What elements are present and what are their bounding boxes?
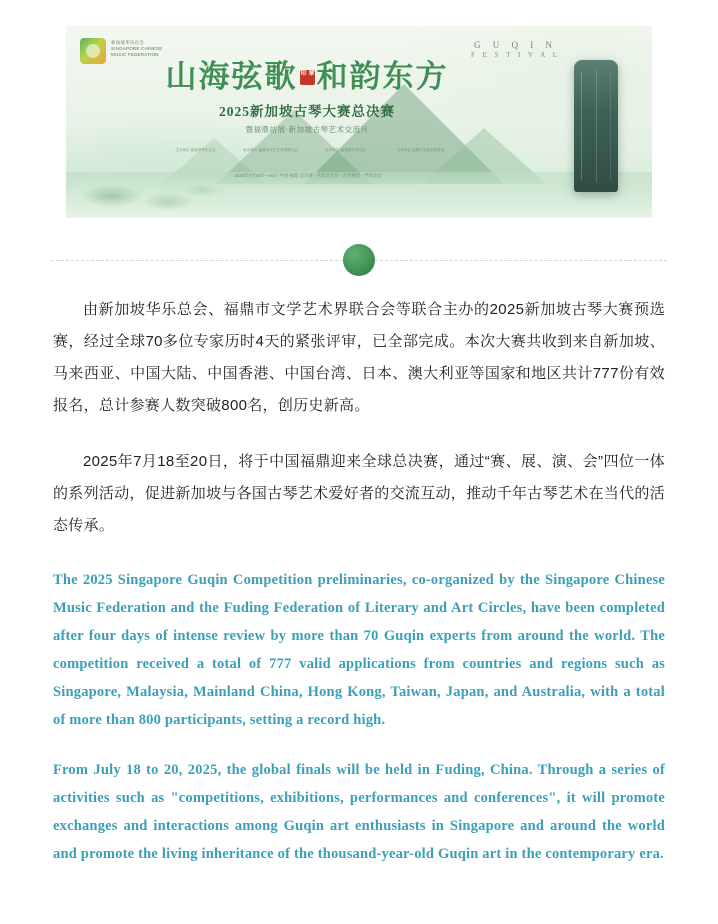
- organizer-item: 协办单位 新加坡古琴学会: [325, 148, 366, 152]
- banner-title-block: [142, 60, 472, 135]
- banner-headline-right: 和韵东方: [316, 59, 449, 94]
- paragraph-en-2: From July 18 to 20, 2025, the global finals will be held in Fuding, China. Through a series of activities such as "competitions, exhibitions, performances and conferences", it will promote exchanges and interactions among Guqin art enthusiasts in Singapore and around the world and promote the living inheritance of the thousand-year-old Guqin art in the contemporary era.: [53, 762, 665, 862]
- organizer-item: 主办单位 新加坡华乐总会: [175, 148, 216, 152]
- lotus-leaf-decoration: [82, 160, 222, 212]
- logo-mark-icon: [80, 38, 106, 64]
- section-divider: [51, 244, 667, 276]
- divider-dot-ornament: [343, 244, 375, 276]
- article-page: [0, 26, 718, 924]
- banner-headline-left: 山海弦歌: [165, 59, 298, 94]
- logo-caption: 新加坡华乐总会 SINGAPORE CHINESE MUSIC FEDERATION: [111, 40, 163, 57]
- banner-headline: [142, 60, 472, 94]
- paragraph-cn-1: 由新加坡华乐总会、福鼎市文学艺术界联合会等联合主办的2025新加坡古琴大赛预选赛，经过全球70多位专家历时4天的紧张评审，已全部完成。本次大赛共收到来自新加坡、马来西亚、中国大陆、中国香港、中国台湾、日本、澳大利亚等国家和地区共计777份有效报名，总计参赛人数突破800名，创历史新高。: [53, 301, 665, 414]
- festival-vertical-text: [471, 40, 560, 60]
- banner-subtitle-secondary: 暨福鼎站展·新加坡古琴艺术交流月: [245, 125, 369, 134]
- paragraph-cn-2: 2025年7月18至20日，将于中国福鼎迎来全球总决赛，通过“赛、展、演、会”四位一体的系列活动，促进新加坡与各国古琴艺术爱好者的交流互动，推动千年古琴艺术在当代的活态传承。: [53, 453, 666, 534]
- banner-footer-line: 2025年7月18日—20日 中国·福鼎 总决赛 · 名家音乐会 · 古琴展览 · 学术论坛: [234, 173, 382, 178]
- banner-subtitle: 2025新加坡古琴大赛总决赛: [219, 104, 395, 119]
- article-body: [51, 294, 667, 868]
- banner-organizer-list: [158, 148, 458, 153]
- festival-vertical-bottom: F E S T I V A L: [470, 51, 560, 59]
- organizer-item: 承办单位 福鼎市文学艺术界联合会: [243, 148, 298, 152]
- paragraph-en-1: The 2025 Singapore Guqin Competition preliminaries, co-organized by the Singapore Chinese Music Federation and the Fuding Federation of Literary and Art Circles, have been completed after four days of intense review by more than 70 Guqin experts from around the world. The competition received a total of 777 valid applications from countries and regions such as Singapore, Malaysia, Mainland China, Hong Kong, Taiwan, Japan, and Australia, with a total of more than 800 participants, setting a record high.: [53, 572, 665, 728]
- seal-stamp-icon: 印章: [300, 70, 315, 85]
- banner-canvas: [66, 26, 652, 218]
- banner-image: [66, 26, 652, 218]
- festival-vertical-top: G U Q I N: [473, 40, 557, 50]
- organizer-item: 支持单位 福鼎市文化和旅游局: [396, 148, 445, 152]
- guqin-instrument-illustration: [574, 60, 618, 192]
